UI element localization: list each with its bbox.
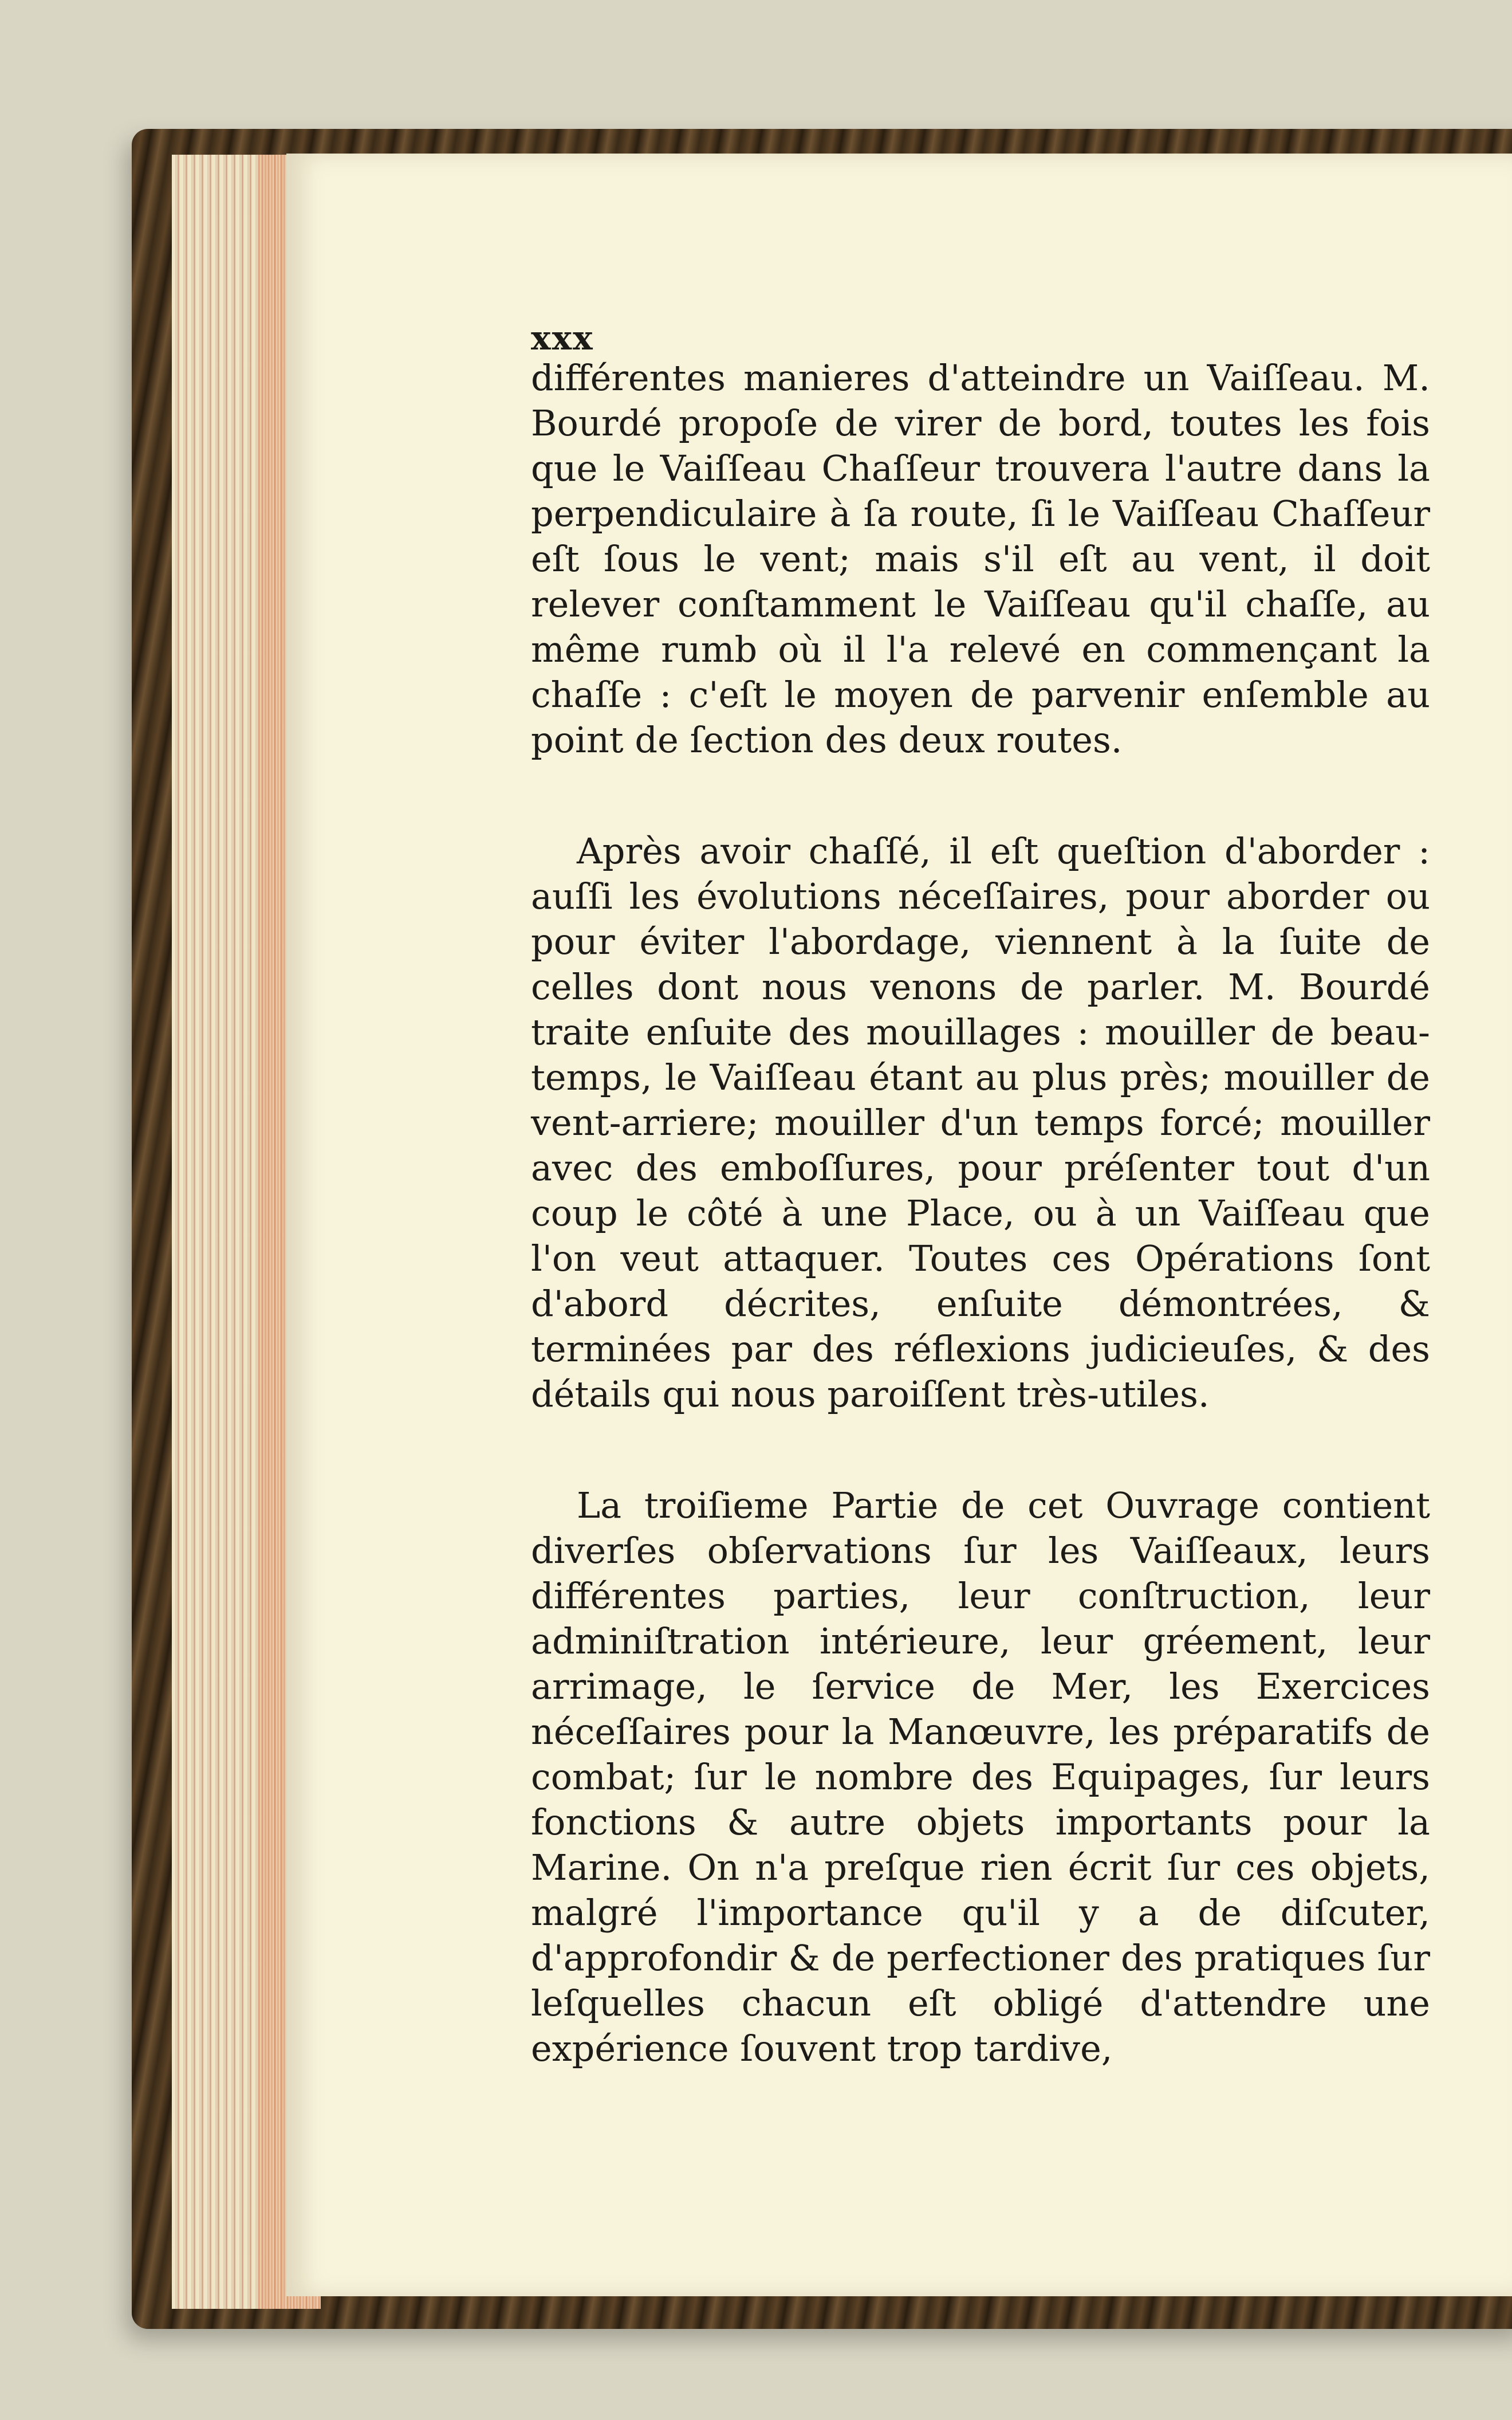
paragraph-3: La troiſieme Partie de cet Ouvrage contient diverſes obſervations ſur les Vaiſſeaux, leurs différentes parties, leur conſtruction, leur adminiſtration intérieure, leur gréement, leur arrimage, le ſervice de Mer, les Exercices néceſſaires pour la Manœuvre, les préparatifs de combat; ſur le nombre des Equipages, ſur leurs fonctions & autre objets importants pour la Marine. On n'a preſque rien écrit ſur ces objets, malgré l'importance qu'il y a de diſcuter, d'approfondir & de perfectioner des pratiques ſur leſquelles chacun eſt obligé d'attendre une expérience ſouvent trop tardive, <box>531 1484 1430 2069</box>
running-head-page-number: xxx <box>531 319 594 358</box>
paragraph-1: différentes manieres d'atteindre un Vaiſſeau. M. Bourdé propoſe de virer de bord, toutes les fois que le Vaiſſeau Chaſſeur trouvera l'autre dans la perpendiculaire à ſa route, ſi le Vaiſſeau Chaſſeur eſt ſous le vent; mais s'il eſt au vent, il doit relever conſtamment le Vaiſſeau qu'il chaſſe, au même rumb où il l'a relevé en commençant la chaſſe : c'eſt le moyen de parvenir enſemble au point de ſection des deux routes. <box>531 357 1430 761</box>
paragraph-2: Après avoir chaſſé, il eſt queſtion d'aborder : auſſi les évolutions néceſſaires, pour aborder ou pour éviter l'abordage, viennent à la ſuite de celles dont nous venons de parler. M. Bourdé traite enſuite des mouillages : mouiller de beau-temps, le Vaiſſeau étant au plus près; mouiller de vent-arriere; mouiller d'un temps forcé; mouiller avec des emboſſures, pour préſenter tout d'un coup le côté à une Place, ou à un Vaiſſeau que l'on veut attaquer. Toutes ces Opérations ſont d'abord décrites, enſuite démontrées, & terminées par des réflexions judicieuſes, & des détails qui nous paroiſſent très-utiles. <box>531 830 1430 1415</box>
paragraph-spacer <box>531 1417 1430 1483</box>
paragraph-spacer <box>531 763 1430 828</box>
page-text <box>531 321 1430 2071</box>
